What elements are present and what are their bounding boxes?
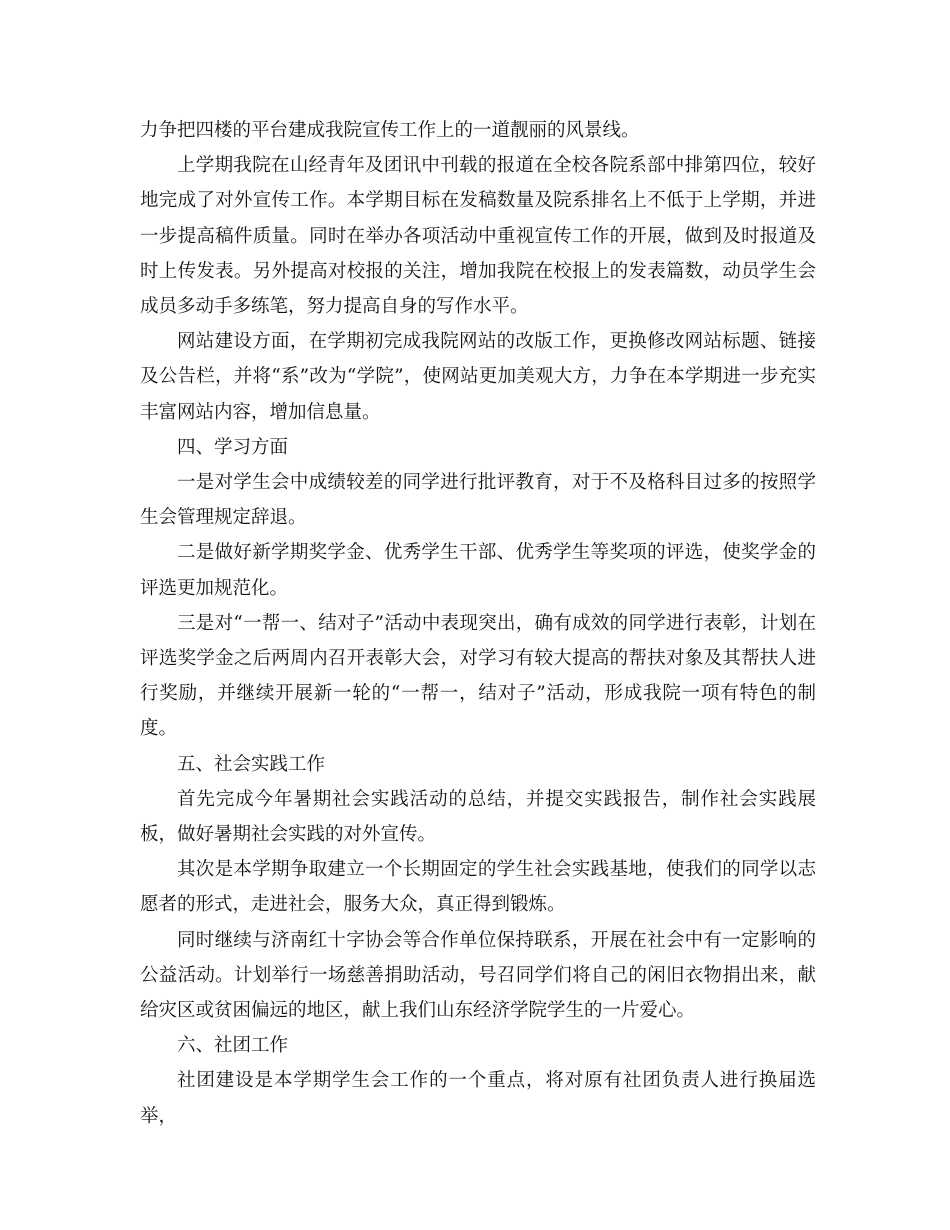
paragraph-website-construction: 网站建设方面，在学期初完成我院网站的改版工作，更换修改网站标题、链接及公告栏，并将“系”改为“学院”，使网站更加美观大方，力争在本学期进一步充实丰富网站内容，增加信息量。 bbox=[140, 331, 816, 423]
paragraph-practice-base: 其次是本学期争取建立一个长期固定的学生社会实践基地，使我们的同学以志愿者的形式，走进社会，服务大众，真正得到锻炼。 bbox=[140, 859, 816, 916]
paragraph-study-point-2: 二是做好新学期奖学金、优秀学生干部、优秀学生等奖项的评选，使奖学金的评选更加规范化。 bbox=[140, 542, 816, 599]
section-heading-clubs: 六、社团工作 bbox=[177, 1035, 289, 1057]
paragraph-continuation: 力争把四楼的平台建成我院宣传工作上的一道靓丽的风景线。 bbox=[140, 120, 640, 141]
document-body bbox=[140, 113, 816, 1134]
paragraph-study-point-1: 一是对学生会中成绩较差的同学进行批评教育，对于不及格科目过多的按照学生会管理规定辞退。 bbox=[140, 472, 816, 529]
paragraph-club-construction: 社团建设是本学期学生会工作的一个重点，将对原有社团负责人进行换届选举， bbox=[140, 1070, 816, 1127]
paragraph-practice-summary: 首先完成今年暑期社会实践活动的总结，并提交实践报告，制作社会实践展板，做好暑期社会实践的对外宣传。 bbox=[140, 788, 816, 846]
paragraph-external-publicity: 上学期我院在山经青年及团讯中刊载的报道在全校各院系部中排第四位，较好地完成了对外宣传工作。本学期目标在发稿数量及院系排名上不低于上学期，并进一步提高稿件质量。同时在举办各项活动中重视宣传工作的开展，做到及时报道及时上传发表。另外提高对校报的关注，增加我院在校报上的发表篇数，动员学生会成员多动手多练笔，努力提高自身的写作水平。 bbox=[140, 155, 816, 318]
paragraph-charity-activity: 同时继续与济南红十字协会等合作单位保持联系，开展在社会中有一定影响的公益活动。计划举行一场慈善捐助活动，号召同学们将自己的闲旧衣物捐出来，献给灾区或贫困偏远的地区，献上我们山东经济学院学生的一片爱心。 bbox=[140, 929, 816, 1022]
section-heading-study: 四、学习方面 bbox=[177, 436, 289, 458]
section-heading-social-practice: 五、社会实践工作 bbox=[177, 753, 326, 775]
paragraph-study-point-3: 三是对“一帮一、结对子”活动中表现突出，确有成效的同学进行表彰，计划在评选奖学金之后两周内召开表彰大会，对学习有较大提高的帮扶对象及其帮扶人进行奖励，并继续开展新一轮的“一帮一，结对子”活动，形成我院一项有特色的制度。 bbox=[140, 612, 816, 740]
